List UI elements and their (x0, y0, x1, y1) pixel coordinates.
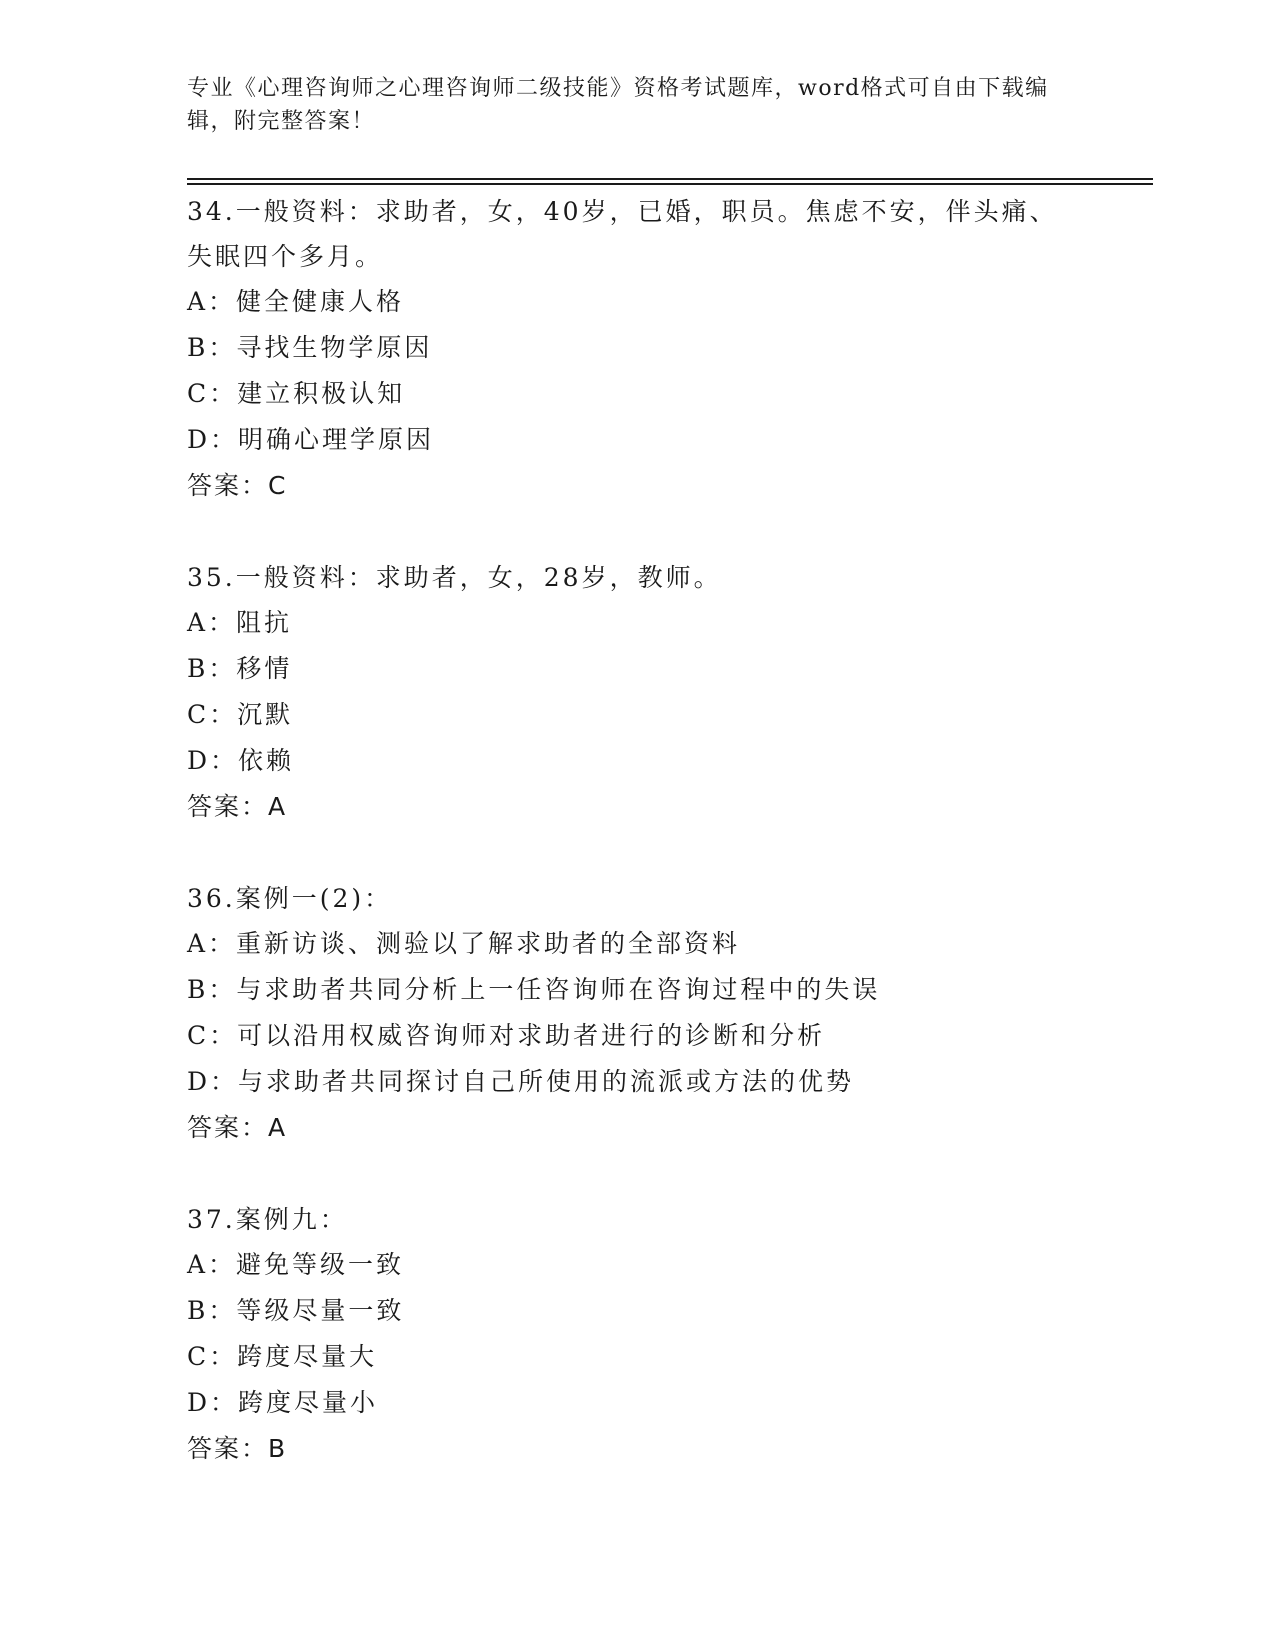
option-b: B：与求助者共同分析上一任咨询师在咨询过程中的失误 (187, 975, 881, 1004)
question-stem: 34.一般资料：求助者，女，40岁，已婚，职员。焦虑不安，伴头痛、失眠四个多月。 (187, 197, 1058, 271)
option-b: B：寻找生物学原因 (187, 333, 433, 362)
answer-text: 答案：A (187, 1113, 288, 1142)
option-c: C：跨度尽量大 (187, 1342, 378, 1371)
question-list (187, 189, 1153, 1518)
question-stem: 35.一般资料：求助者，女，28岁，教师。 (187, 563, 722, 592)
question-36 (187, 876, 1153, 1151)
option-a: A：避免等级一致 (187, 1250, 405, 1279)
question-34 (187, 189, 1153, 509)
option-c: C：建立积极认知 (187, 379, 406, 408)
document-header: 专业《心理咨询师之心理咨询师二级技能》资格考试题库，word格式可自由下载编辑，附完整答案！ (187, 76, 1049, 134)
header-rule-top (187, 178, 1153, 180)
option-d: D：跨度尽量小 (187, 1388, 379, 1417)
option-a: A：健全健康人格 (187, 287, 405, 316)
option-d: D：明确心理学原因 (187, 425, 435, 454)
option-d: D：与求助者共同探讨自己所使用的流派或方法的优势 (187, 1067, 855, 1096)
question-37 (187, 1197, 1153, 1472)
question-stem: 37.案例九： (187, 1205, 348, 1234)
option-a: A：重新访谈、测验以了解求助者的全部资料 (187, 929, 741, 958)
answer-text: 答案：C (187, 471, 288, 500)
answer-text: 答案：A (187, 792, 288, 821)
option-c: C：可以沿用权威咨询师对求助者进行的诊断和分析 (187, 1021, 826, 1050)
option-b: B：移情 (187, 654, 293, 683)
option-b: B：等级尽量一致 (187, 1296, 405, 1325)
answer-text: 答案：B (187, 1434, 288, 1463)
option-c: C：沉默 (187, 700, 294, 729)
question-stem: 36.案例一(2)： (187, 884, 393, 913)
header-rule-bottom (187, 183, 1153, 185)
question-35 (187, 555, 1153, 830)
option-a: A：阻抗 (187, 608, 293, 637)
option-d: D：依赖 (187, 746, 295, 775)
